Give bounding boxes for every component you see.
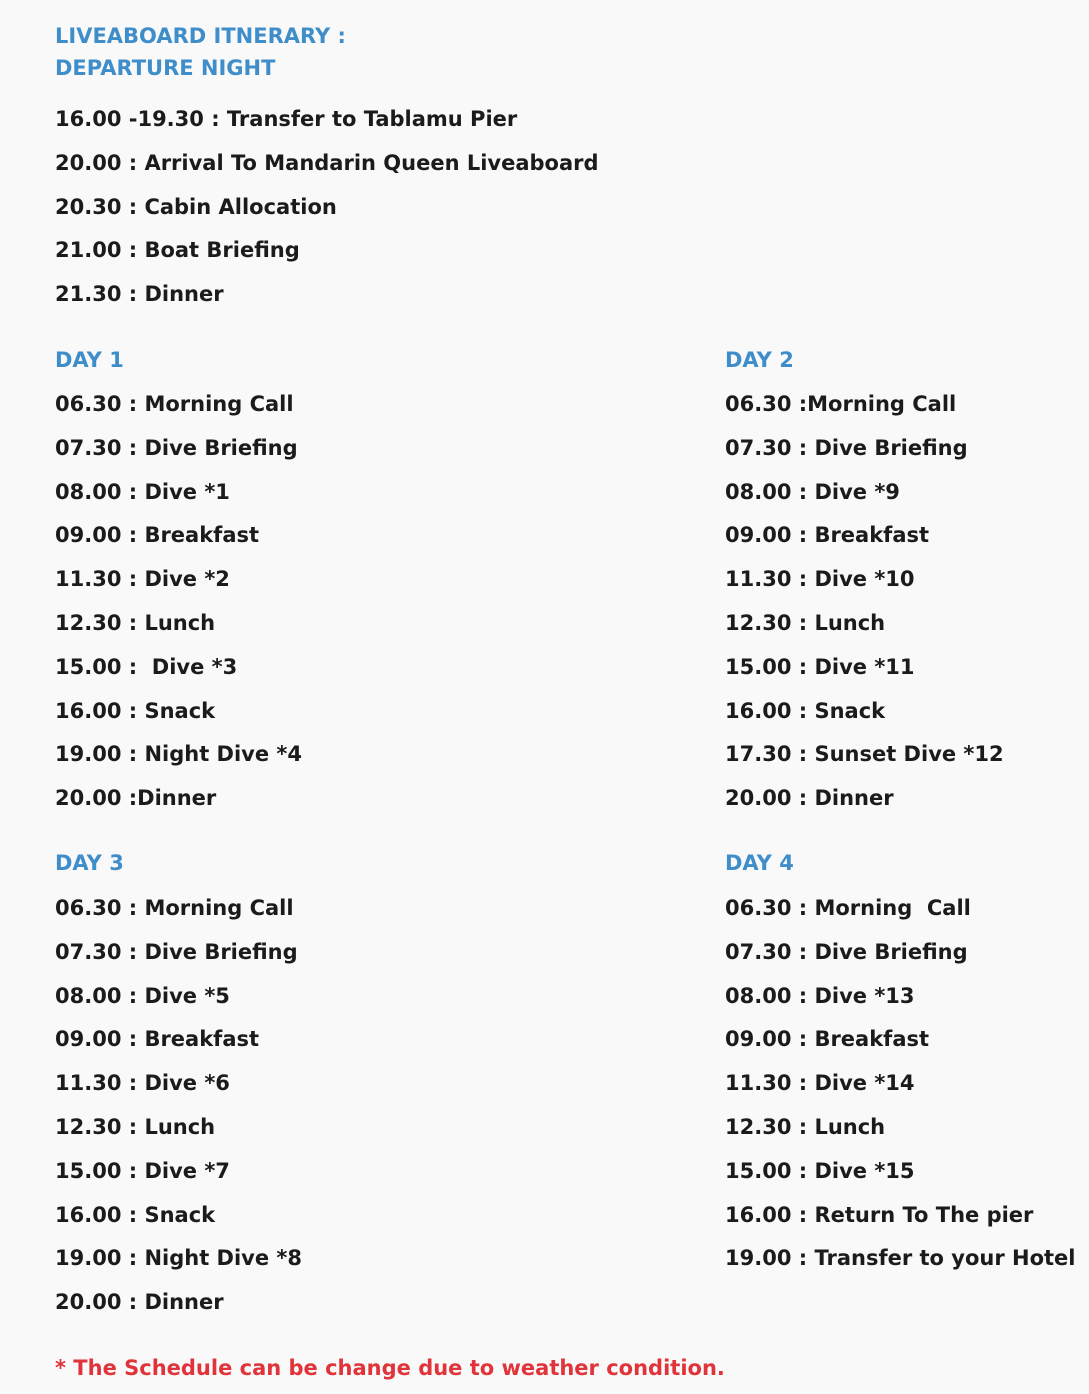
schedule-entry: 08.00 : Dive *9 bbox=[725, 479, 900, 504]
schedule-entry: 06.30 :Morning Call bbox=[725, 392, 957, 416]
schedule-entry: 08.00 : Dive *13 bbox=[725, 983, 915, 1008]
schedule-entry: 08.00 : Dive *5 bbox=[55, 983, 230, 1008]
schedule-entry: 16.00 : Snack bbox=[55, 698, 216, 723]
schedule-entry: 12.30 : Lunch bbox=[725, 1114, 886, 1139]
schedule-entry: 12.30 : Lunch bbox=[55, 1114, 216, 1139]
schedule-entry: 20.00 : Dinner bbox=[725, 786, 894, 811]
title-line-1: LIVEABOARD ITNERARY : bbox=[55, 24, 346, 48]
schedule-entry: 16.00 -19.30 : Transfer to Tablamu Pier bbox=[55, 107, 518, 131]
schedule-entry: 11.30 : Dive *14 bbox=[725, 1071, 915, 1096]
schedule-entry: 09.00 : Breakfast bbox=[55, 1027, 260, 1052]
day-3-schedule bbox=[55, 847, 302, 1330]
schedule-entry: 16.00 : Snack bbox=[725, 698, 886, 723]
schedule-entry: 06.30 : Morning Call bbox=[55, 896, 294, 920]
schedule-entry: 15.00 : Dive *15 bbox=[725, 1158, 915, 1183]
schedule-entry: 07.30 : Dive Briefing bbox=[725, 435, 968, 460]
schedule-entry: 15.00 : Dive *11 bbox=[725, 654, 915, 679]
day-heading: DAY 2 bbox=[725, 348, 794, 372]
schedule-entry: 16.00 : Return To The pier bbox=[725, 1202, 1034, 1227]
schedule-entry: 15.00 : Dive *3 bbox=[55, 654, 238, 679]
schedule-entry: 09.00 : Breakfast bbox=[725, 1027, 930, 1052]
schedule-entry: 07.30 : Dive Briefing bbox=[55, 435, 298, 460]
schedule-entry: 15.00 : Dive *7 bbox=[55, 1158, 230, 1183]
schedule-entry: 09.00 : Breakfast bbox=[55, 523, 260, 548]
schedule-entry: 07.30 : Dive Briefing bbox=[55, 939, 298, 964]
schedule-entry: 11.30 : Dive *10 bbox=[725, 567, 915, 592]
schedule-entry: 11.30 : Dive *6 bbox=[55, 1071, 230, 1096]
schedule-entry: 21.30 : Dinner bbox=[55, 282, 224, 307]
schedule-entry: 16.00 : Snack bbox=[55, 1202, 216, 1227]
day-1-schedule bbox=[55, 344, 302, 826]
day-heading: DAY 4 bbox=[725, 851, 794, 875]
schedule-entry: 12.30 : Lunch bbox=[55, 610, 216, 635]
day-heading: DAY 3 bbox=[55, 851, 124, 875]
schedule-entry: 07.30 : Dive Briefing bbox=[725, 939, 968, 964]
schedule-entry: 17.30 : Sunset Dive *12 bbox=[725, 742, 1004, 767]
schedule-entry: 11.30 : Dive *2 bbox=[55, 567, 230, 592]
departure-schedule bbox=[55, 103, 599, 322]
schedule-entry: 20.00 : Arrival To Mandarin Queen Liveaboard bbox=[55, 150, 599, 175]
schedule-entry: 20.00 : Dinner bbox=[55, 1290, 224, 1315]
day-heading: DAY 1 bbox=[55, 348, 124, 372]
schedule-entry: 12.30 : Lunch bbox=[725, 610, 886, 635]
schedule-entry: 09.00 : Breakfast bbox=[725, 523, 930, 548]
schedule-entry: 06.30 : Morning Call bbox=[55, 392, 294, 416]
page-title bbox=[55, 20, 346, 84]
schedule-entry: 20.00 :Dinner bbox=[55, 786, 217, 811]
schedule-entry: 08.00 : Dive *1 bbox=[55, 479, 230, 504]
schedule-entry: 06.30 : Morning Call bbox=[725, 896, 971, 920]
weather-disclaimer: * The Schedule can be change due to weather condition. bbox=[55, 1356, 725, 1380]
day-2-schedule bbox=[725, 344, 1004, 826]
day-4-schedule bbox=[725, 847, 1075, 1286]
schedule-entry: 19.00 : Night Dive *8 bbox=[55, 1246, 303, 1271]
schedule-entry: 19.00 : Transfer to your Hotel bbox=[725, 1246, 1076, 1271]
schedule-entry: 19.00 : Night Dive *4 bbox=[55, 742, 303, 767]
schedule-entry: 21.00 : Boat Briefing bbox=[55, 238, 300, 263]
schedule-entry: 20.30 : Cabin Allocation bbox=[55, 194, 337, 219]
title-line-2: DEPARTURE NIGHT bbox=[55, 56, 276, 80]
